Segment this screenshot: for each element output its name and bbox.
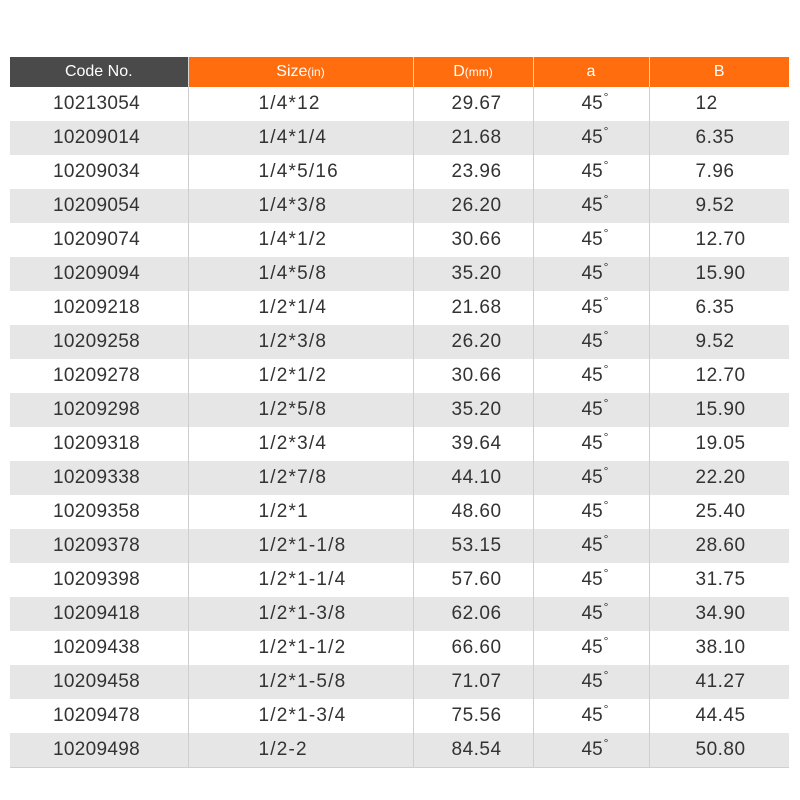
cell-size-value: 1/4*5/16 [258, 161, 339, 182]
cell-code-no [10, 87, 188, 121]
cell-angle-value: 45 [581, 671, 603, 692]
cell-size-value: 1/4*1/4 [258, 127, 328, 148]
cell-d-mm [413, 393, 533, 427]
cell-b [649, 665, 789, 699]
cell-code-no-value: 10209458 [53, 671, 140, 692]
table-body [10, 87, 789, 767]
cell-b-value: 6.35 [695, 127, 735, 148]
cell-angle-value: 45 [581, 331, 603, 352]
cell-angle [533, 223, 649, 257]
cell-code-no [10, 529, 188, 563]
table-row [10, 699, 789, 733]
cell-b [649, 121, 789, 155]
cell-size-value: 1/4*12 [258, 93, 321, 114]
header-d-unit: (mm) [464, 65, 493, 79]
cell-b [649, 87, 789, 121]
degree-symbol: ° [603, 532, 609, 546]
cell-d-mm-value: 35.20 [451, 399, 502, 420]
cell-size-value: 1/2-2 [258, 739, 308, 760]
degree-symbol: ° [603, 260, 609, 274]
cell-code-no [10, 665, 188, 699]
cell-b-value: 41.27 [695, 671, 746, 692]
cell-b-value: 25.40 [695, 501, 746, 522]
table-row [10, 529, 789, 563]
header-row [10, 57, 789, 87]
degree-symbol: ° [603, 736, 609, 750]
cell-angle-value: 45 [581, 399, 603, 420]
cell-d-mm [413, 461, 533, 495]
cell-d-mm-value: 66.60 [451, 637, 502, 658]
cell-code-no [10, 495, 188, 529]
cell-size-value: 1/2*1-3/4 [258, 705, 347, 726]
cell-size [188, 223, 413, 257]
cell-size-value: 1/2*5/8 [258, 399, 328, 420]
cell-size-value: 1/4*5/8 [258, 263, 328, 284]
cell-d-mm [413, 87, 533, 121]
cell-d-mm [413, 631, 533, 665]
cell-b [649, 699, 789, 733]
cell-code-no-value: 10209398 [53, 569, 140, 590]
header-code-no [10, 57, 188, 87]
cell-d-mm [413, 291, 533, 325]
cell-code-no-value: 10209258 [53, 331, 140, 352]
cell-b [649, 223, 789, 257]
spec-sheet [10, 57, 789, 768]
cell-size-value: 1/2*3/8 [258, 331, 328, 352]
cell-d-mm-value: 84.54 [451, 739, 502, 760]
cell-size [188, 257, 413, 291]
table-bottom-rule [10, 767, 789, 768]
cell-b [649, 155, 789, 189]
cell-b-value: 15.90 [695, 399, 746, 420]
cell-angle-value: 45 [581, 195, 603, 216]
cell-size [188, 87, 413, 121]
cell-d-mm [413, 597, 533, 631]
cell-angle [533, 325, 649, 359]
cell-b [649, 495, 789, 529]
table-row [10, 121, 789, 155]
cell-size-value: 1/2*1 [258, 501, 309, 522]
cell-d-mm-value: 21.68 [451, 127, 502, 148]
cell-angle-value: 45 [581, 229, 603, 250]
cell-size [188, 631, 413, 665]
table-row [10, 189, 789, 223]
cell-angle-value: 45 [581, 467, 603, 488]
cell-b [649, 597, 789, 631]
cell-size-value: 1/2*1-5/8 [258, 671, 347, 692]
table-row [10, 325, 789, 359]
table-row [10, 155, 789, 189]
cell-b-value: 12 [695, 93, 718, 114]
cell-size-value: 1/4*1/2 [258, 229, 328, 250]
cell-angle-value: 45 [581, 637, 603, 658]
degree-symbol: ° [603, 124, 609, 138]
cell-size [188, 461, 413, 495]
cell-b [649, 189, 789, 223]
cell-angle-value: 45 [581, 569, 603, 590]
header-d [413, 57, 533, 87]
specification-table [10, 57, 789, 767]
cell-b [649, 257, 789, 291]
cell-d-mm-value: 75.56 [451, 705, 502, 726]
cell-code-no [10, 597, 188, 631]
degree-symbol: ° [603, 90, 609, 104]
cell-angle-value: 45 [581, 93, 603, 114]
cell-code-no-value: 10209054 [53, 195, 140, 216]
cell-b [649, 325, 789, 359]
cell-angle [533, 631, 649, 665]
cell-d-mm-value: 26.20 [451, 331, 502, 352]
cell-size [188, 325, 413, 359]
cell-angle [533, 393, 649, 427]
cell-size-value: 1/4*3/8 [258, 195, 328, 216]
cell-angle [533, 121, 649, 155]
cell-d-mm-value: 23.96 [451, 161, 502, 182]
degree-symbol: ° [603, 294, 609, 308]
cell-size-value: 1/2*7/8 [258, 467, 328, 488]
cell-d-mm-value: 39.64 [451, 433, 502, 454]
degree-symbol: ° [603, 226, 609, 240]
cell-code-no-value: 10209074 [53, 229, 140, 250]
cell-size [188, 563, 413, 597]
cell-angle-value: 45 [581, 535, 603, 556]
cell-d-mm-value: 26.20 [451, 195, 502, 216]
cell-angle-value: 45 [581, 297, 603, 318]
table-row [10, 495, 789, 529]
cell-code-no [10, 155, 188, 189]
cell-angle [533, 155, 649, 189]
table-row [10, 597, 789, 631]
header-size [188, 57, 413, 87]
cell-angle [533, 529, 649, 563]
table-row [10, 291, 789, 325]
table-row [10, 393, 789, 427]
cell-b-value: 22.20 [695, 467, 746, 488]
cell-d-mm [413, 223, 533, 257]
cell-code-no-value: 10209318 [53, 433, 140, 454]
cell-b-value: 9.52 [695, 331, 735, 352]
cell-angle-value: 45 [581, 127, 603, 148]
cell-code-no [10, 325, 188, 359]
cell-b-value: 31.75 [695, 569, 746, 590]
cell-code-no [10, 563, 188, 597]
table-row [10, 257, 789, 291]
table-row [10, 665, 789, 699]
cell-code-no [10, 733, 188, 767]
cell-angle [533, 189, 649, 223]
degree-symbol: ° [603, 396, 609, 410]
table-row [10, 563, 789, 597]
cell-angle [533, 597, 649, 631]
cell-d-mm-value: 21.68 [451, 297, 502, 318]
cell-size [188, 393, 413, 427]
header-a-label: a [586, 63, 596, 80]
cell-b-value: 34.90 [695, 603, 746, 624]
cell-size-value: 1/2*1-3/8 [258, 603, 347, 624]
cell-code-no [10, 121, 188, 155]
header-a [533, 57, 649, 87]
cell-size [188, 359, 413, 393]
cell-size [188, 189, 413, 223]
cell-angle-value: 45 [581, 705, 603, 726]
cell-code-no-value: 10209034 [53, 161, 140, 182]
cell-code-no-value: 10209478 [53, 705, 140, 726]
header-d-label: D [453, 63, 465, 80]
table-row [10, 223, 789, 257]
table-row [10, 87, 789, 121]
cell-d-mm [413, 257, 533, 291]
cell-code-no [10, 359, 188, 393]
cell-code-no-value: 10209094 [53, 263, 140, 284]
cell-angle [533, 291, 649, 325]
cell-angle [533, 257, 649, 291]
cell-d-mm-value: 30.66 [451, 365, 502, 386]
cell-code-no [10, 257, 188, 291]
cell-size [188, 121, 413, 155]
cell-angle-value: 45 [581, 739, 603, 760]
cell-d-mm [413, 529, 533, 563]
cell-size [188, 291, 413, 325]
cell-size-value: 1/2*1-1/4 [258, 569, 347, 590]
cell-d-mm [413, 495, 533, 529]
cell-size-value: 1/2*1/2 [258, 365, 328, 386]
cell-code-no [10, 699, 188, 733]
table-row [10, 733, 789, 767]
cell-d-mm-value: 29.67 [451, 93, 502, 114]
table-row [10, 359, 789, 393]
cell-d-mm [413, 189, 533, 223]
cell-size [188, 665, 413, 699]
cell-b [649, 529, 789, 563]
cell-code-no-value: 10209298 [53, 399, 140, 420]
cell-d-mm [413, 121, 533, 155]
degree-symbol: ° [603, 498, 609, 512]
cell-d-mm [413, 155, 533, 189]
cell-b [649, 563, 789, 597]
cell-angle-value: 45 [581, 603, 603, 624]
cell-b [649, 359, 789, 393]
cell-code-no-value: 10209498 [53, 739, 140, 760]
cell-size [188, 495, 413, 529]
cell-size-value: 1/2*1/4 [258, 297, 328, 318]
header-b [649, 57, 789, 87]
cell-size [188, 597, 413, 631]
cell-size [188, 529, 413, 563]
degree-symbol: ° [603, 158, 609, 172]
cell-code-no-value: 10209218 [53, 297, 140, 318]
cell-b-value: 15.90 [695, 263, 746, 284]
cell-code-no [10, 189, 188, 223]
cell-code-no [10, 631, 188, 665]
cell-code-no [10, 461, 188, 495]
cell-angle [533, 461, 649, 495]
cell-size [188, 155, 413, 189]
cell-angle-value: 45 [581, 161, 603, 182]
cell-b-value: 12.70 [695, 229, 746, 250]
cell-code-no-value: 10209358 [53, 501, 140, 522]
cell-d-mm [413, 427, 533, 461]
header-code-label: Code No. [64, 63, 133, 80]
degree-symbol: ° [603, 362, 609, 376]
cell-angle [533, 359, 649, 393]
cell-b-value: 12.70 [695, 365, 746, 386]
cell-code-no [10, 393, 188, 427]
cell-b [649, 393, 789, 427]
cell-d-mm-value: 57.60 [451, 569, 502, 590]
cell-b [649, 733, 789, 767]
cell-d-mm [413, 563, 533, 597]
degree-symbol: ° [603, 192, 609, 206]
cell-code-no-value: 10209418 [53, 603, 140, 624]
cell-d-mm-value: 71.07 [451, 671, 502, 692]
cell-d-mm [413, 699, 533, 733]
cell-code-no [10, 291, 188, 325]
table-row [10, 461, 789, 495]
cell-size-value: 1/2*1-1/8 [258, 535, 347, 556]
header-size-unit: (in) [307, 65, 325, 79]
cell-d-mm [413, 665, 533, 699]
cell-code-no-value: 10209378 [53, 535, 140, 556]
cell-d-mm-value: 30.66 [451, 229, 502, 250]
cell-b [649, 291, 789, 325]
cell-code-no-value: 10213054 [53, 93, 140, 114]
cell-angle [533, 427, 649, 461]
degree-symbol: ° [603, 634, 609, 648]
cell-b-value: 6.35 [695, 297, 735, 318]
cell-d-mm-value: 35.20 [451, 263, 502, 284]
cell-angle [533, 699, 649, 733]
header-b-label: B [713, 63, 725, 80]
cell-d-mm [413, 325, 533, 359]
degree-symbol: ° [603, 328, 609, 342]
cell-angle-value: 45 [581, 263, 603, 284]
cell-b [649, 631, 789, 665]
cell-b-value: 50.80 [695, 739, 746, 760]
cell-code-no-value: 10209338 [53, 467, 140, 488]
cell-code-no [10, 427, 188, 461]
cell-b-value: 19.05 [695, 433, 746, 454]
cell-size [188, 733, 413, 767]
cell-d-mm [413, 359, 533, 393]
cell-angle-value: 45 [581, 501, 603, 522]
degree-symbol: ° [603, 464, 609, 478]
cell-d-mm-value: 53.15 [451, 535, 502, 556]
cell-angle [533, 87, 649, 121]
cell-angle [533, 563, 649, 597]
cell-b-value: 38.10 [695, 637, 746, 658]
table-header [10, 57, 789, 87]
cell-size [188, 427, 413, 461]
cell-b [649, 461, 789, 495]
cell-b [649, 427, 789, 461]
degree-symbol: ° [603, 600, 609, 614]
table-row [10, 631, 789, 665]
cell-d-mm-value: 48.60 [451, 501, 502, 522]
cell-angle [533, 665, 649, 699]
cell-angle-value: 45 [581, 365, 603, 386]
cell-angle [533, 733, 649, 767]
cell-code-no-value: 10209278 [53, 365, 140, 386]
cell-d-mm-value: 44.10 [451, 467, 502, 488]
cell-angle-value: 45 [581, 433, 603, 454]
cell-code-no [10, 223, 188, 257]
degree-symbol: ° [603, 430, 609, 444]
cell-b-value: 9.52 [695, 195, 735, 216]
cell-size-value: 1/2*3/4 [258, 433, 328, 454]
header-size-label: Size [276, 63, 308, 80]
degree-symbol: ° [603, 668, 609, 682]
cell-size [188, 699, 413, 733]
cell-b-value: 44.45 [695, 705, 746, 726]
cell-code-no-value: 10209014 [53, 127, 140, 148]
cell-code-no-value: 10209438 [53, 637, 140, 658]
cell-b-value: 7.96 [695, 161, 735, 182]
cell-size-value: 1/2*1-1/2 [258, 637, 347, 658]
table-row [10, 427, 789, 461]
degree-symbol: ° [603, 702, 609, 716]
degree-symbol: ° [603, 566, 609, 580]
cell-d-mm-value: 62.06 [451, 603, 502, 624]
cell-d-mm [413, 733, 533, 767]
cell-angle [533, 495, 649, 529]
cell-b-value: 28.60 [695, 535, 746, 556]
